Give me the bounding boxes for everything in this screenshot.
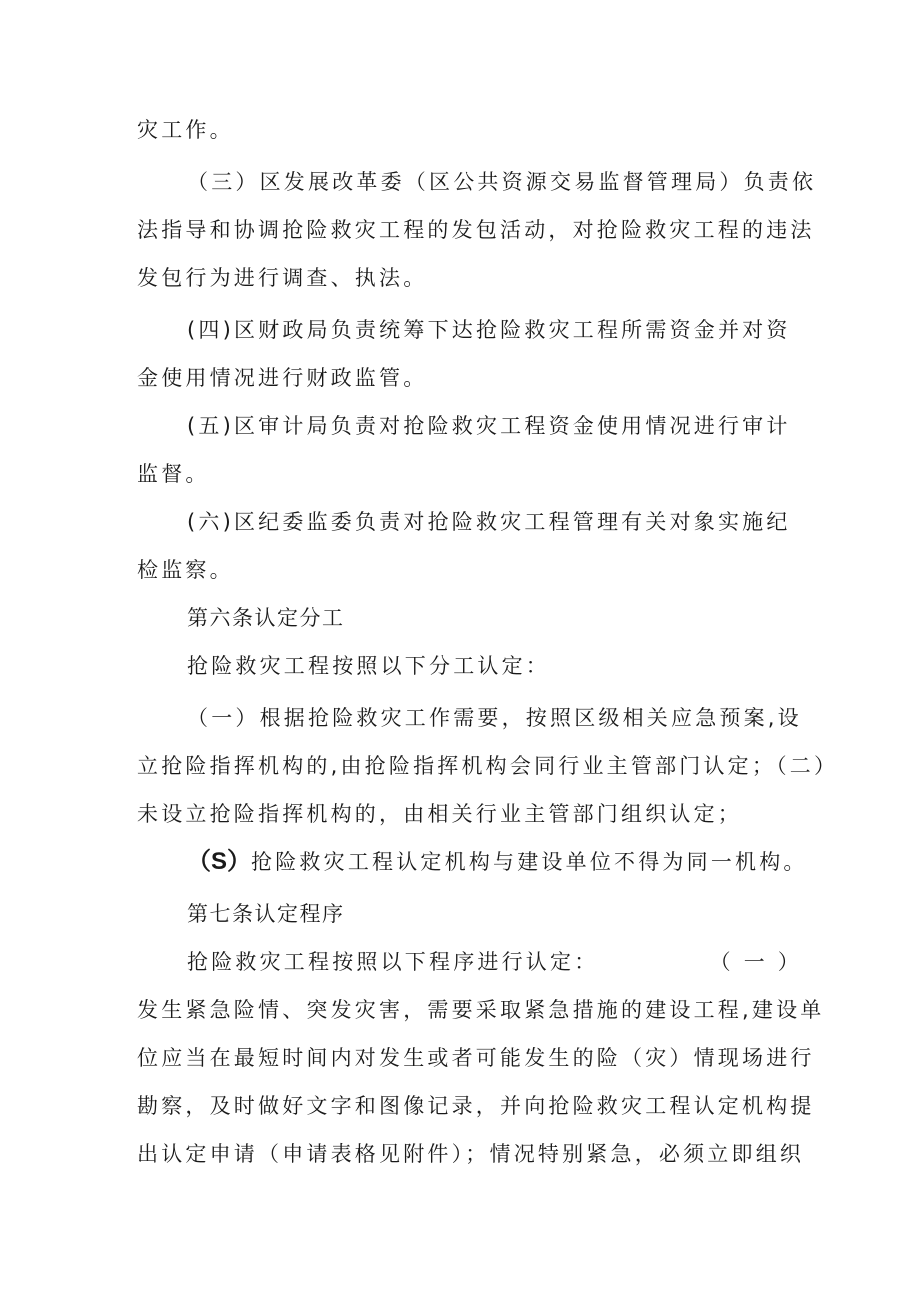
- text-line: (六)区纪委监委负责对抢险救灾工程管理有关对象实施纪: [187, 510, 791, 534]
- text-line: 灾工作。: [137, 118, 234, 142]
- text-line: 立抢险指挥机构的,由抢险指挥机构会同行业主管部门认定；（二）: [137, 754, 839, 778]
- text-fragment: 抢险救灾工程认定机构与建设单位不得为同一机构。: [251, 850, 808, 874]
- text-line: 未设立抢险指挥机构的，由相关行业主管部门组织认定；: [137, 802, 742, 826]
- text-line: （三）区发展改革委（区公共资源交易监督管理局）负责依: [187, 170, 817, 194]
- section-heading: 第七条认定程序: [187, 902, 345, 926]
- text-line-split: [187, 945, 802, 979]
- text-line: 法指导和协调抢险救灾工程的发包活动，对抢险救灾工程的违法: [137, 218, 815, 242]
- text-line: 发包行为进行调查、执法。: [137, 266, 428, 290]
- text-line: 检监察。: [137, 558, 234, 582]
- text-line: （一）根据抢险救灾工作需要，按照区级相关应急预案,设: [187, 706, 802, 730]
- text-line: (五)区审计局负责对抢险救灾工程资金使用情况进行审计: [187, 414, 791, 438]
- list-marker: （ 一 ）: [709, 950, 802, 974]
- text-fragment: 抢险救灾工程按照以下程序进行认定：: [187, 950, 599, 974]
- text-line-s: [187, 845, 807, 879]
- section-heading: 第六条认定分工: [187, 606, 345, 630]
- text-line: 位应当在最短时间内对发生或者可能发生的险（灾）情现场进行: [137, 1046, 815, 1070]
- text-line: 发生紧急险情、突发灾害，需要采取紧急措施的建设工程,建设单: [137, 998, 825, 1022]
- text-line: 勘察，及时做好文字和图像记录，并向抢险救灾工程认定机构提: [137, 1094, 815, 1118]
- text-line: 出认定申请（申请表格见附件）；情况特别紧急，必须立即组织: [137, 1142, 805, 1166]
- text-line: (四)区财政局负责统筹下达抢险救灾工程所需资金并对资: [187, 318, 791, 342]
- text-line: 抢险救灾工程按照以下分工认定：: [187, 654, 550, 678]
- s-marker: （S）: [187, 848, 252, 875]
- text-line: 监督。: [137, 462, 210, 486]
- text-line: 金使用情况进行财政监管。: [137, 366, 428, 390]
